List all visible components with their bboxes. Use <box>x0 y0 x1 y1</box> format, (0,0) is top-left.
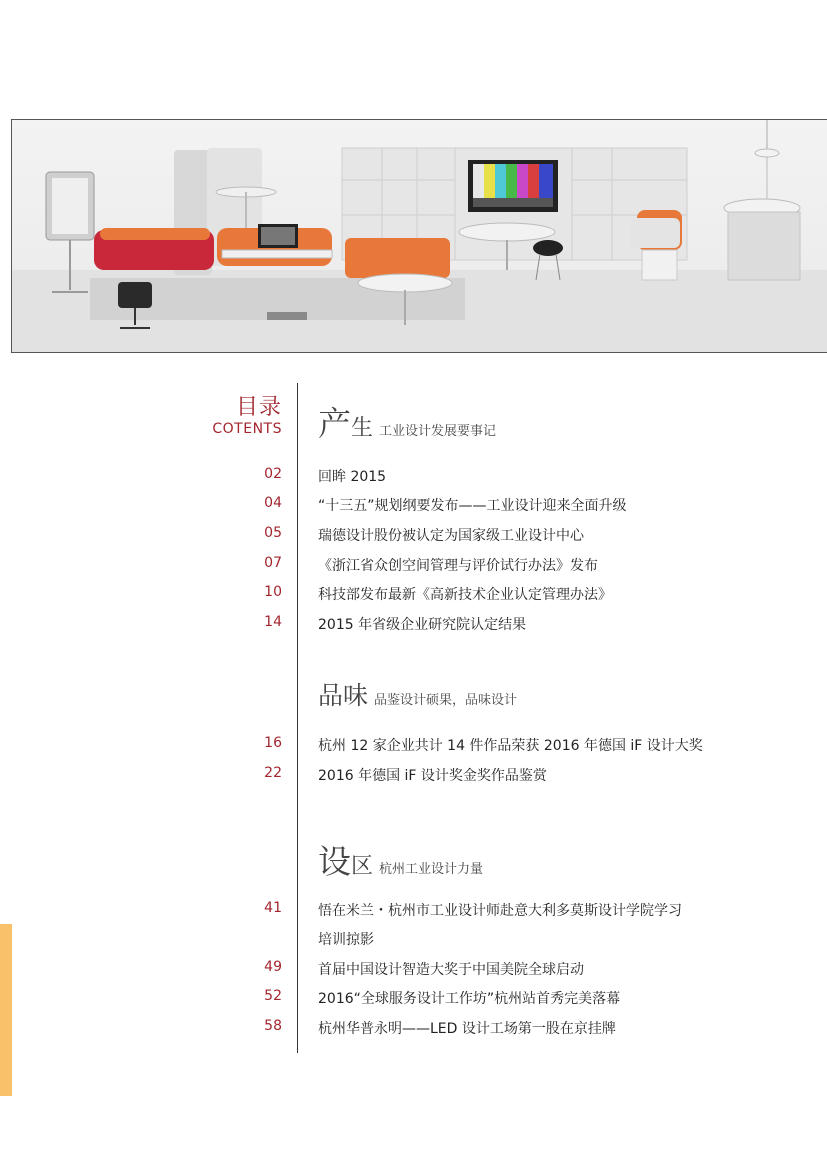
page-number: 41 <box>264 900 282 916</box>
page-number: 16 <box>264 735 282 751</box>
toc-entry[interactable]: 杭州华普永明——LED 设计工场第一股在京挂牌 <box>318 1021 616 1037</box>
page-number: 07 <box>264 555 282 571</box>
toc-entry[interactable]: 瑞德设计股份被认定为国家级工业设计中心 <box>318 528 584 544</box>
toc-entry[interactable]: “十三五”规划纲要发布——工业设计迎来全面升级 <box>318 498 627 514</box>
page-number: 22 <box>264 765 282 781</box>
page-number: 02 <box>264 466 282 482</box>
divider-line <box>297 383 298 1053</box>
hero-image <box>11 119 827 353</box>
toc-subtitle: COTENTS <box>212 421 282 437</box>
toc-entry[interactable]: 2016 年德国 iF 设计奖金奖作品鉴赏 <box>318 768 547 784</box>
toc-title: 目录 <box>235 395 282 420</box>
section-heading-mid: 生 <box>351 416 374 441</box>
section-heading-big: 产 <box>318 404 351 443</box>
page-number: 05 <box>264 525 282 541</box>
section-heading-mid: 区 <box>351 854 374 879</box>
page-number: 04 <box>264 495 282 511</box>
page-number: 52 <box>264 988 282 1004</box>
section-heading-2 <box>318 676 517 712</box>
page-number: 58 <box>264 1018 282 1034</box>
toc-entry[interactable]: 科技部发布最新《高新技术企业认定管理办法》 <box>318 587 612 603</box>
page-number: 10 <box>264 584 282 600</box>
toc-entry[interactable]: 2016“全球服务设计工作坊”杭州站首秀完美落幕 <box>318 991 621 1007</box>
toc-entry[interactable]: 首届中国设计智造大奖于中国美院全球启动 <box>318 962 584 978</box>
section-heading-subtitle: 杭州工业设计力量 <box>379 862 484 877</box>
section-heading-big: 设 <box>318 842 351 881</box>
section-heading-subtitle: 工业设计发展要事记 <box>379 424 497 439</box>
section-heading-subtitle: 品鉴设计硕果，品味设计 <box>374 693 518 708</box>
side-accent-bar <box>0 924 12 1096</box>
section-heading-3 <box>318 836 483 883</box>
toc-entry-continued[interactable]: 培训掠影 <box>318 932 374 948</box>
toc-entry[interactable]: 杭州 12 家企业共计 14 件作品荣获 2016 年德国 iF 设计大奖 <box>318 738 703 754</box>
section-heading-big: 品味 <box>318 681 369 710</box>
toc-entry[interactable]: 悟在米兰・杭州市工业设计师赴意大利多莫斯设计学院学习 <box>318 903 682 919</box>
page-number: 49 <box>264 959 282 975</box>
toc-entry[interactable]: 回眸 2015 <box>318 469 387 485</box>
toc-entry[interactable]: 2015 年省级企业研究院认定结果 <box>318 617 527 633</box>
page-number: 14 <box>264 614 282 630</box>
toc-entry[interactable]: 《浙江省众创空间管理与评价试行办法》发布 <box>318 558 598 574</box>
section-heading-1 <box>318 398 496 445</box>
